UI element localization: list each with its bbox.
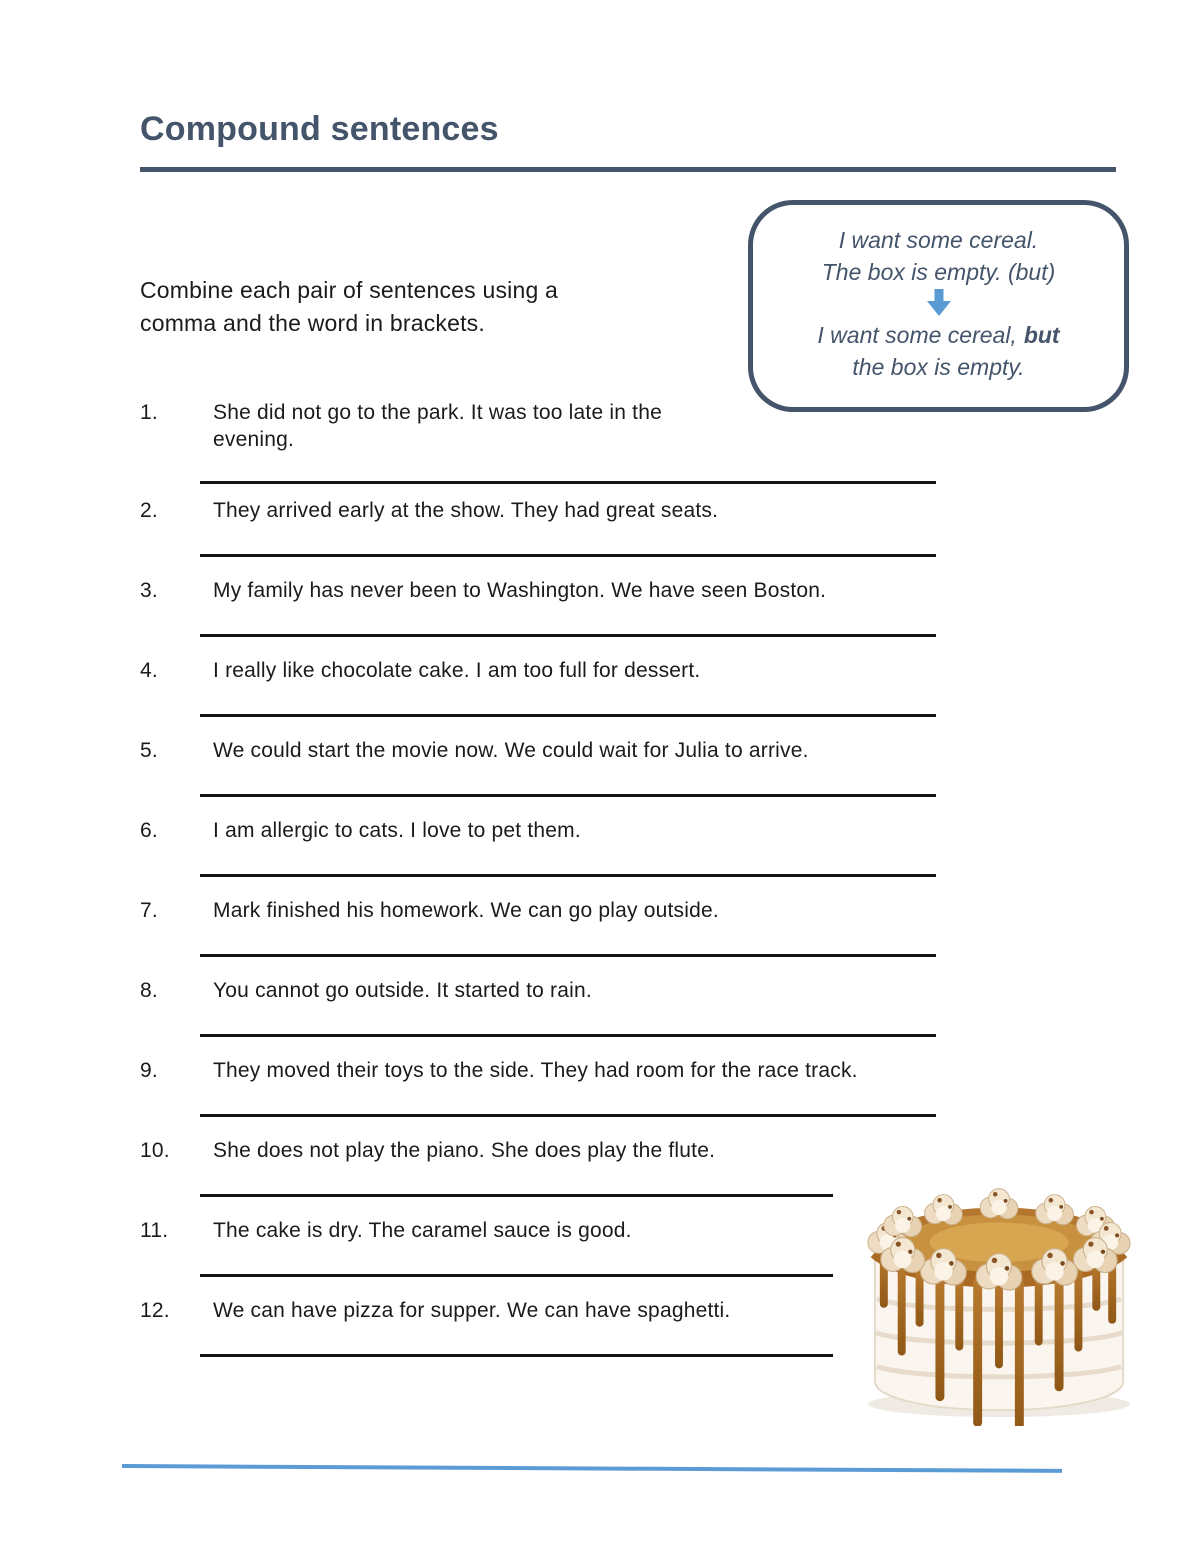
example-combined-line-1: I want some cereal, but [817,322,1060,348]
item-sentence: The cake is dry. The caramel sauce is good. [213,1219,632,1242]
example-combined-line-2: the box is empty. [852,354,1025,380]
item-sentence: She does not play the piano. She does play the flute. [213,1139,716,1162]
list-item [140,817,952,844]
item-number: 12. [140,1299,170,1322]
item-sentence: They arrived early at the show. They had great seats. [213,499,719,522]
list-item [140,399,952,453]
item-number: 5. [140,739,158,762]
item-sentence: She did not go to the park. It was too late in the evening. [213,401,662,451]
answer-blank-line [200,1354,833,1357]
list-item [140,977,952,1004]
list-item [140,897,952,924]
item-number: 9. [140,1059,158,1082]
list-item [140,1297,952,1324]
item-number: 10. [140,1139,170,1162]
instruction-line-1: Combine each pair of sentences using a [140,277,559,303]
item-number: 3. [140,579,158,602]
instruction-text [140,274,700,340]
item-sentence: You cannot go outside. It started to rain. [213,979,592,1002]
title-underline-rule [140,167,1116,172]
answer-blank-line [200,1274,833,1277]
answer-blank-line [200,481,936,484]
item-sentence: I am allergic to cats. I love to pet them. [213,819,581,842]
item-sentence: I really like chocolate cake. I am too full for dessert. [213,659,701,682]
item-number: 2. [140,499,158,522]
item-number: 1. [140,401,158,424]
answer-blank-line [200,954,936,957]
item-number: 11. [140,1219,169,1242]
item-number: 8. [140,979,158,1002]
list-item [140,577,952,604]
list-item [140,1057,952,1084]
item-sentence: We can have pizza for supper. We can have spaghetti. [213,1299,731,1322]
exercise-list [140,399,952,1377]
caramel-cake-illustration [850,1148,1148,1426]
answer-blank-line [200,874,936,877]
answer-blank-line [200,554,936,557]
answer-blank-line [200,714,936,717]
item-sentence: We could start the movie now. We could wait for Julia to arrive. [213,739,809,762]
item-number: 7. [140,899,158,922]
page-title: Compound sentences [140,110,499,148]
answer-blank-line [200,1114,936,1117]
answer-blank-line [200,634,936,637]
answer-blank-line [200,794,936,797]
item-number: 6. [140,819,158,842]
item-sentence: My family has never been to Washington. We have seen Boston. [213,579,827,602]
list-item [140,497,952,524]
item-sentence: Mark finished his homework. We can go play outside. [213,899,719,922]
instruction-line-2: comma and the word in brackets. [140,310,485,336]
example-original-line-1: I want some cereal. [838,227,1039,253]
example-original-line-2: The box is empty. (but) [821,259,1056,285]
item-sentence: They moved their toys to the side. They had room for the race track. [213,1059,858,1082]
list-item [140,657,952,684]
example-conjunction: but [1023,322,1060,348]
list-item [140,737,952,764]
down-arrow-icon [753,289,1124,317]
footer-divider-line [122,1464,1062,1473]
example-callout-box [748,200,1129,412]
list-item [140,1217,952,1244]
item-number: 4. [140,659,158,682]
answer-blank-line [200,1194,833,1197]
list-item [140,1137,952,1164]
answer-blank-line [200,1034,936,1037]
